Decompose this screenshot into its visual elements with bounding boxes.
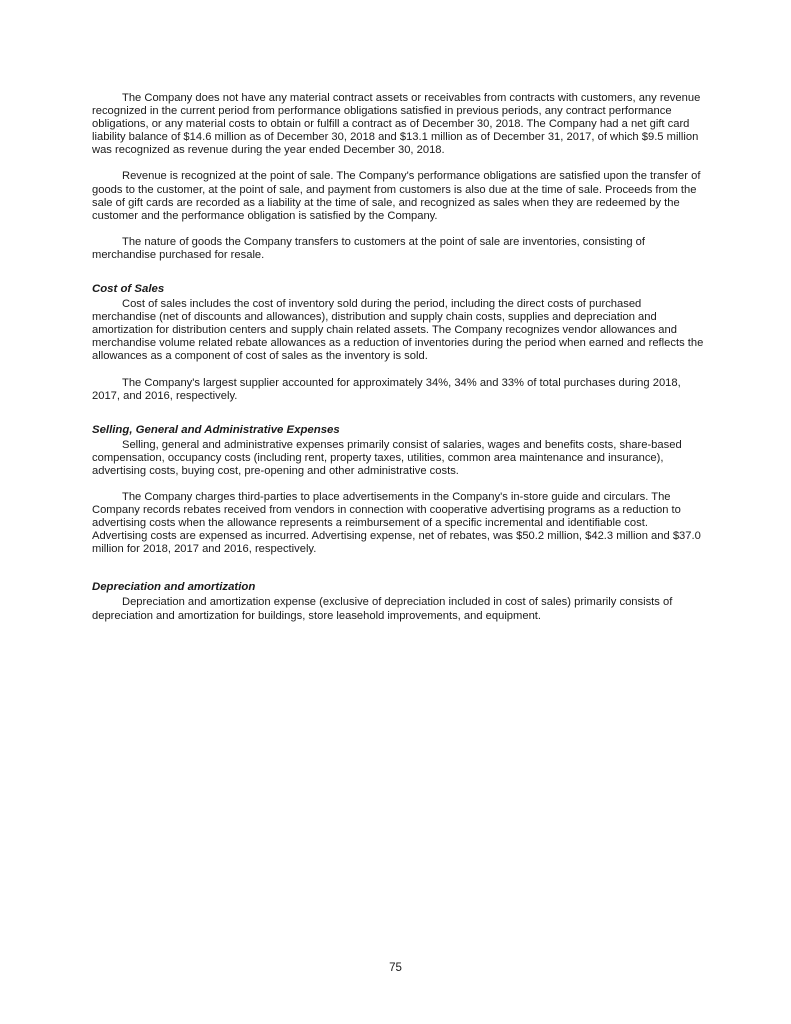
depreciation-heading: Depreciation and amortization	[92, 581, 256, 594]
page-number: 75	[389, 962, 402, 974]
sga-paragraph-2: The Company charges third-parties to place advertisements in the Company's in-store guide and circulars. The Company records rebates received from vendors in connection with cooperative advertising programs as a reduction to advertising costs when the allowance represents a reimbursement of a specific incremental and identifiable cost. Advertising costs are expensed as incurred. Advertising expense, net of rebates, was $50.2 million, $42.3 million and $37.0 million for 2018, 2017 and 2016, respectively.	[92, 490, 701, 556]
cost-of-sales-paragraph-1: Cost of sales includes the cost of inventory sold during the period, including the direct costs of purchased merchandise (net of discounts and allowances), distribution and supply chain costs, supplies and depreciation and amortization for distribution centers and supply chain related assets. The Company recognizes vendor allowances and merchandise volume related rebate allowances as a reduction of inventories during the period when earned and reflects the allowances as a component of cost of sales as the inventory is sold.	[92, 298, 704, 363]
cost-of-sales-heading: Cost of Sales	[92, 283, 165, 296]
document-page	[92, 92, 704, 636]
sga-paragraph-1: Selling, general and administrative expenses primarily consist of salaries, wages and benefits costs, share-based compensation, occupancy costs (including rent, property taxes, utilities, common area maintenance and insurance), advertising costs, buying cost, pre-opening and other administrative costs.	[92, 438, 682, 477]
cost-of-sales-paragraph-2: The Company's largest supplier accounted for approximately 34%, 34% and 33% of total purchases during 2018, 2017, and 2016, respectively.	[92, 376, 681, 402]
revenue-paragraph-2: Revenue is recognized at the point of sale. The Company's performance obligations are satisfied upon the transfer of goods to the customer, at the point of sale, and payment from customers is also due at the time of sale. Proceeds from the sale of gift cards are recorded as a liability at the time of sale, and recognized as sales when they are redeemed by the customer and the performance obligation is satisfied by the Company.	[92, 170, 701, 222]
sga-heading: Selling, General and Administrative Expenses	[92, 423, 340, 436]
revenue-paragraph-1: The Company does not have any material contract assets or receivables from contracts with customers, any revenue recognized in the current period from performance obligations satisfied in previous periods, any contract performance obligations, or any material costs to obtain or fulfill a contract as of December 30, 2018. The Company had a net gift card liability balance of $14.6 million as of December 30, 2018 and $13.1 million as of December 31, 2017, of which $9.5 million was recognized as revenue during the year ended December 30, 2018.	[92, 92, 701, 157]
depreciation-paragraph-1: Depreciation and amortization expense (exclusive of depreciation included in cost of sales) primarily consists of depreciation and amortization for buildings, store leasehold improvements, and equipment.	[92, 596, 673, 622]
revenue-paragraph-3: The nature of goods the Company transfers to customers at the point of sale are inventories, consisting of merchandise purchased for resale.	[92, 235, 645, 261]
